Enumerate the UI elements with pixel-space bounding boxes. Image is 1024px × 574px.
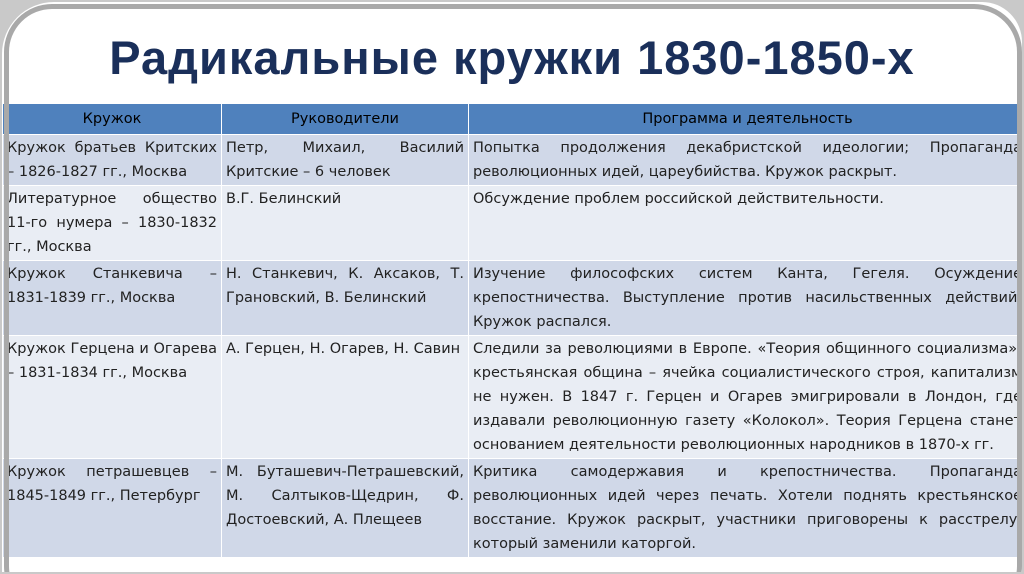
cell-program: Обсуждение проблем российской действительности.	[469, 186, 1023, 261]
header-circle: Кружок	[3, 104, 222, 135]
cell-leaders: Н. Станкевич, К. Аксаков, Т. Грановский, В. Белинский	[222, 261, 469, 336]
cell-leaders: Петр, Михаил, Василий Критские – 6 человек	[222, 135, 469, 186]
cell-circle: Кружок петрашевцев – 1845-1849 гг., Петербург	[3, 459, 222, 558]
cell-program: Изучение философских систем Канта, Гегеля. Осуждение крепостничества. Выступление против насильственных действий. Кружок распался.	[469, 261, 1023, 336]
cell-leaders: А. Герцен, Н. Огарев, Н. Савин	[222, 336, 469, 459]
slide-title: Радикальные кружки 1830-1850-х	[109, 31, 915, 84]
cell-circle: Кружок братьев Критских – 1826-1827 гг., Москва	[3, 135, 222, 186]
table-row	[3, 336, 1023, 459]
cell-circle: Кружок Герцена и Огарева – 1831-1834 гг., Москва	[3, 336, 222, 459]
cell-circle: Литературное общество 11-го нумера – 1830-1832 гг., Москва	[3, 186, 222, 261]
table-row	[3, 261, 1023, 336]
cell-program: Критика самодержавия и крепостничества. Пропаганда революционных идей через печать. Хотели поднять крестьянское восстание. Кружок раскрыт, участники приговорены к расстрелу, который заменили каторгой.	[469, 459, 1023, 558]
table-row	[3, 135, 1023, 186]
table-row	[3, 459, 1023, 558]
cell-leaders: М. Буташевич-Петрашевский, М. Салтыков-Щедрин, Ф. Достоевский, А. Плещеев	[222, 459, 469, 558]
circles-table	[2, 103, 1022, 558]
cell-leaders: В.Г. Белинский	[222, 186, 469, 261]
table-header-row	[3, 104, 1023, 135]
slide	[2, 2, 1022, 572]
table-row	[3, 186, 1023, 261]
cell-program: Следили за революциями в Европе. «Теория общинного социализма»: крестьянская община – ячейка социалистического строя, капитализм не нужен. В 1847 г. Герцен и Огарев эмигрировали в Лондон, где издавали революционную газету «Колокол». Теория Герцена станет основанием деятельности революционных народников в 1870-х гг.	[469, 336, 1023, 459]
cell-circle: Кружок Станкевича – 1831-1839 гг., Москва	[3, 261, 222, 336]
header-program: Программа и деятельность	[469, 104, 1023, 135]
cell-program: Попытка продолжения декабристской идеологии; Пропаганда революционных идей, цареубийства. Кружок раскрыт.	[469, 135, 1023, 186]
header-leaders: Руководители	[222, 104, 469, 135]
